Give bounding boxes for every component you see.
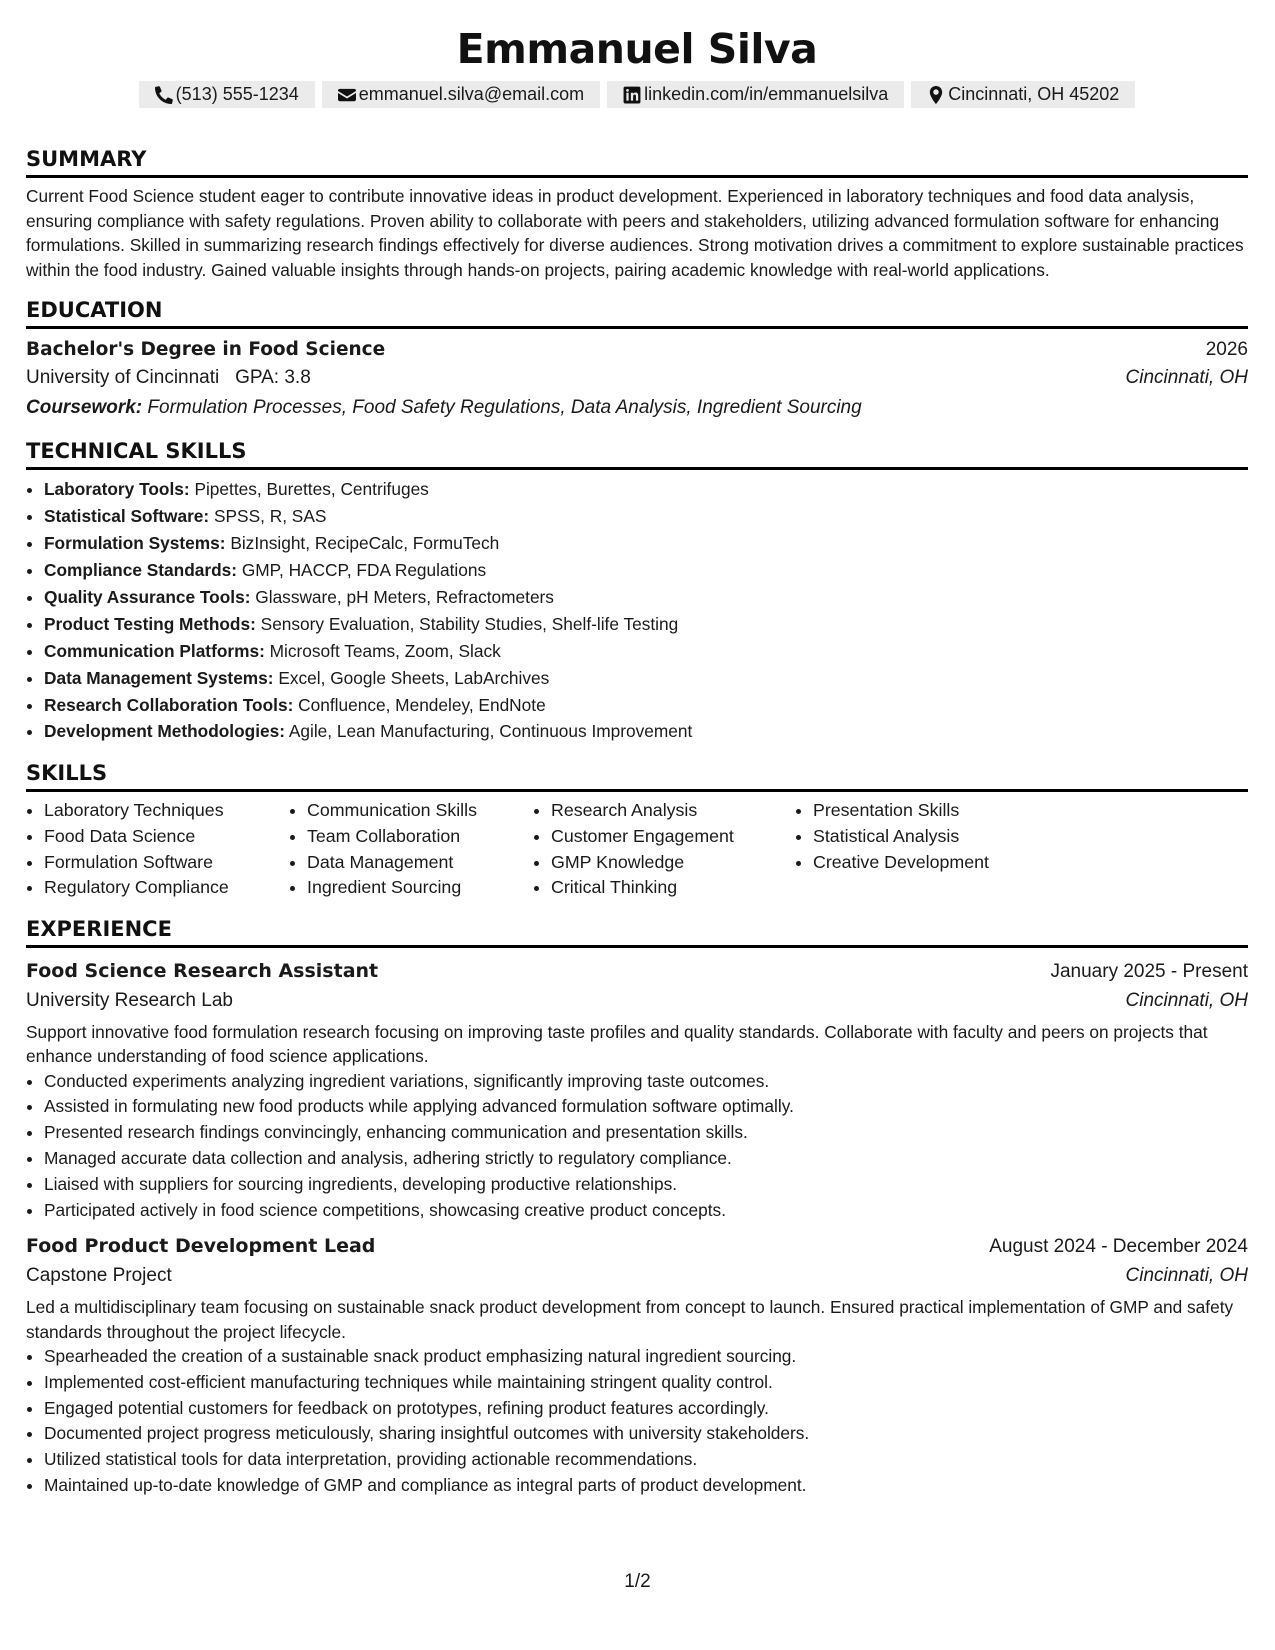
list-item: • Managed accurate data collection and analysis, adhering strictly to regulatory compliance.	[44, 1146, 1248, 1172]
list-item: • GMP Knowledge	[551, 850, 795, 876]
list-item	[44, 692, 1248, 719]
contact-phone	[139, 81, 315, 108]
job-header-row	[26, 1231, 1248, 1261]
list-item	[44, 557, 1248, 584]
list-item	[44, 665, 1248, 692]
phone-icon	[155, 86, 173, 104]
job-org-row	[26, 986, 1248, 1016]
job-dates: January 2025 - Present	[1050, 961, 1248, 983]
list-item	[44, 611, 1248, 638]
list-item: • Utilized statistical tools for data interpretation, providing actionable recommendations.	[44, 1447, 1248, 1473]
job-description: Led a multidisciplinary team focusing on sustainable snack product development from concept to launch. Ensured practical implementation of GMP and safety standards throughout the project lifecycle.	[26, 1297, 1234, 1342]
contact-linkedin[interactable]	[607, 81, 904, 108]
experience-section	[26, 916, 1248, 1499]
education-degree-row	[26, 336, 1248, 363]
list-item	[44, 718, 1248, 745]
summary-text: Current Food Science student eager to contribute innovative ideas in product development. Experienced in laboratory techniques and food data analysis, ensuring compliance with safety regulations. Proven ability to collaborate with peers and stakeholders, utilizing advanced formulation software for enhancing formulations. Skilled in summarizing research findings effectively for diverse audiences. Strong motivation drives a commitment to explore sustainable practices within the food industry. Gained valuable insights through hands-on projects, pairing academic knowledge with real-world applications.	[26, 186, 1244, 280]
list-item: • Laboratory Techniques	[44, 798, 289, 824]
contact-email[interactable]	[322, 81, 600, 108]
job-description: Support innovative food formulation research focusing on improving taste profiles and quality standards. Collaborate with faculty and peers on projects that enhance understanding of food science applications.	[26, 1022, 1208, 1067]
list-item: • Customer Engagement	[551, 824, 795, 850]
list-item: • Food Data Science	[44, 824, 289, 850]
list-item: • Ingredient Sourcing	[307, 875, 533, 901]
list-item: • Data Management	[307, 850, 533, 876]
skill-label: Formulation Systems:	[44, 533, 226, 554]
school-name: University of Cincinnati	[26, 367, 220, 389]
list-item: • Creative Development	[813, 850, 1033, 876]
skill-value: Glassware, pH Meters, Refractometers	[255, 586, 554, 607]
coursework-label: Coursework:	[26, 397, 143, 419]
job-bullets	[26, 1344, 1248, 1499]
skill-value: Agile, Lean Manufacturing, Continuous Improvement	[288, 721, 693, 742]
skill-label: Statistical Software:	[44, 506, 210, 527]
job-org-row	[26, 1261, 1248, 1291]
job-entry	[26, 956, 1248, 1223]
linkedin-icon	[623, 86, 641, 104]
skills-column	[533, 798, 795, 901]
list-item	[44, 584, 1248, 611]
job-title: Food Product Development Lead	[26, 1235, 376, 1258]
experience-heading: EXPERIENCE	[26, 916, 1248, 948]
skill-label: Communication Platforms:	[44, 640, 265, 661]
technical-skills-heading: TECHNICAL SKILLS	[26, 438, 1248, 470]
list-item: • Research Analysis	[551, 798, 795, 824]
list-item: • Maintained up-to-date knowledge of GMP and compliance as integral parts of product development.	[44, 1473, 1248, 1499]
school-location: Cincinnati, OH	[1125, 367, 1248, 389]
degree-title: Bachelor's Degree in Food Science	[26, 339, 386, 361]
candidate-name: Emmanuel Silva	[456, 25, 818, 73]
technical-skills-section	[26, 438, 1248, 745]
list-item: • Team Collaboration	[307, 824, 533, 850]
skills-column	[26, 798, 289, 901]
job-dates: August 2024 - December 2024	[989, 1236, 1248, 1258]
list-item: • Implemented cost-efficient manufacturing techniques while maintaining stringent quality control.	[44, 1370, 1248, 1396]
map-pin-icon	[927, 86, 945, 104]
contact-location	[911, 81, 1135, 108]
coursework	[26, 393, 1248, 423]
list-item	[44, 638, 1248, 665]
list-item: • Documented project progress meticulously, sharing insightful outcomes with university stakeholders.	[44, 1421, 1248, 1447]
contact-email-text: emmanuel.silva@email.com	[358, 84, 585, 104]
list-item: • Assisted in formulating new food products while applying advanced formulation software optimally.	[44, 1094, 1248, 1120]
technical-skills-list	[26, 476, 1248, 745]
resume-page	[26, 0, 1248, 1499]
skills-heading: SKILLS	[26, 760, 1248, 792]
skill-value: GMP, HACCP, FDA Regulations	[241, 560, 487, 581]
education-heading: EDUCATION	[26, 297, 1248, 329]
skill-value: Confluence, Mendeley, EndNote	[298, 694, 546, 715]
job-location: Cincinnati, OH	[1125, 1265, 1248, 1287]
skill-value: Microsoft Teams, Zoom, Slack	[269, 640, 501, 661]
job-entry	[26, 1231, 1248, 1498]
envelope-icon	[338, 86, 356, 104]
skill-label: Quality Assurance Tools:	[44, 586, 251, 607]
list-item: • Conducted experiments analyzing ingredient variations, significantly improving taste outcomes.	[44, 1069, 1248, 1095]
gpa: GPA: 3.8	[235, 367, 311, 389]
list-item: • Critical Thinking	[551, 875, 795, 901]
contact-location-text: Cincinnati, OH 45202	[948, 84, 1120, 104]
skill-value: SPSS, R, SAS	[214, 506, 327, 527]
list-item: • Formulation Software	[44, 850, 289, 876]
job-title: Food Science Research Assistant	[26, 960, 379, 983]
skill-label: Product Testing Methods:	[44, 613, 256, 634]
list-item	[44, 476, 1248, 503]
school-info	[26, 363, 311, 393]
skills-column	[289, 798, 533, 901]
list-item: • Presentation Skills	[813, 798, 1033, 824]
skill-value: BizInsight, RecipeCalc, FormuTech	[230, 533, 500, 554]
education-section	[26, 297, 1248, 423]
skills-grid	[26, 798, 1248, 901]
list-item: • Participated actively in food science competitions, showcasing creative product concepts.	[44, 1198, 1248, 1224]
list-item: • Liaised with suppliers for sourcing ingredients, developing productive relationships.	[44, 1172, 1248, 1198]
list-item: • Presented research findings convincingly, enhancing communication and presentation skills.	[44, 1120, 1248, 1146]
graduation-year: 2026	[1205, 339, 1248, 361]
list-item: • Spearheaded the creation of a sustainable snack product emphasizing natural ingredient sourcing.	[44, 1344, 1248, 1370]
list-item	[44, 503, 1248, 530]
job-header-row	[26, 956, 1248, 986]
skill-value: Excel, Google Sheets, LabArchives	[278, 667, 550, 688]
skills-column	[795, 798, 1033, 901]
skill-label: Data Management Systems:	[44, 667, 274, 688]
page-indicator: 1/2	[624, 1571, 651, 1592]
contact-phone-text: (513) 555-1234	[175, 84, 299, 104]
skill-label: Development Methodologies:	[44, 721, 285, 742]
coursework-list: Formulation Processes, Food Safety Regulations, Data Analysis, Ingredient Sourcing	[147, 397, 862, 419]
list-item: • Engaged potential customers for feedback on prototypes, refining product features accordingly.	[44, 1396, 1248, 1422]
job-org: University Research Lab	[26, 990, 233, 1012]
skills-section	[26, 760, 1248, 901]
job-bullets	[26, 1069, 1248, 1224]
skill-label: Compliance Standards:	[44, 560, 238, 581]
contact-bar	[26, 81, 1248, 108]
summary-section	[26, 146, 1248, 282]
skill-value: Sensory Evaluation, Stability Studies, Shelf-life Testing	[260, 613, 679, 634]
skill-value: Pipettes, Burettes, Centrifuges	[194, 479, 429, 500]
summary-heading: SUMMARY	[26, 146, 1248, 178]
education-school-row	[26, 363, 1248, 393]
list-item: • Regulatory Compliance	[44, 875, 289, 901]
list-item: • Communication Skills	[307, 798, 533, 824]
skill-label: Research Collaboration Tools:	[44, 694, 294, 715]
job-org: Capstone Project	[26, 1265, 172, 1287]
list-item: • Statistical Analysis	[813, 824, 1033, 850]
skill-label: Laboratory Tools:	[44, 479, 190, 500]
job-location: Cincinnati, OH	[1125, 990, 1248, 1012]
contact-linkedin-text: linkedin.com/in/emmanuelsilva	[644, 84, 889, 104]
list-item	[44, 530, 1248, 557]
